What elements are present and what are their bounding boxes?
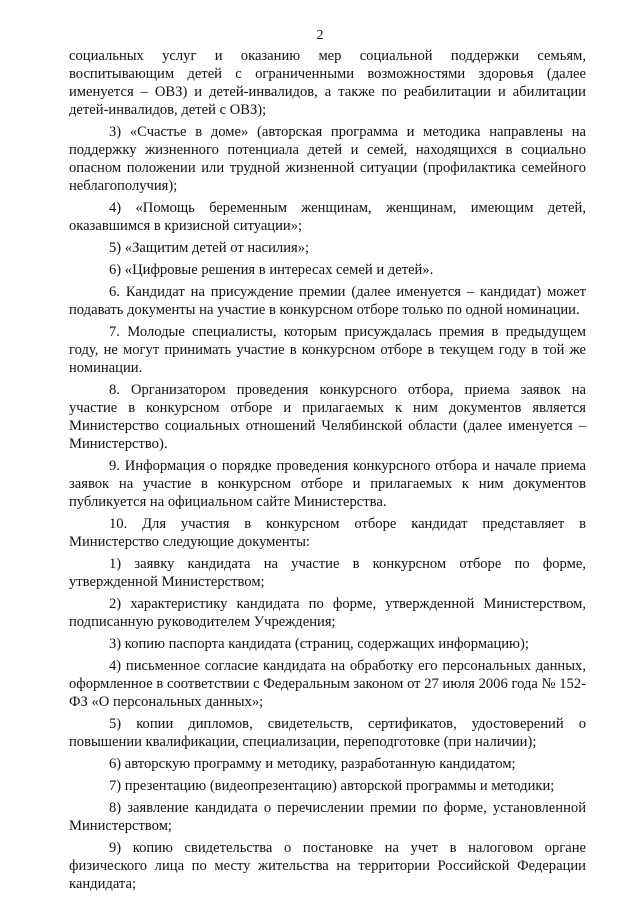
paragraph: 6) «Цифровые решения в интересах семей и детей». <box>109 262 434 278</box>
paragraph: 9) копию свидетельства о постановке на учет в налоговом органе физического лица по месту жительства на территории Российской Федерации кандидата; <box>69 840 586 892</box>
paragraph: 6) авторскую программу и методику, разработанную кандидатом; <box>109 756 516 772</box>
paragraph: 3) копию паспорта кандидата (страниц, содержащих информацию); <box>109 636 529 652</box>
paragraph: 3) «Счастье в доме» (авторская программа и методика направлены на поддержку жизненного потенциала детей и семей, находящихся в социально опасном положении или трудной жизненной ситуации (профилактика семейного неблагополучия); <box>69 124 586 194</box>
paragraph: 7) презентацию (видеопрезентацию) авторской программы и методики; <box>109 778 555 794</box>
paragraph: 10. Для участия в конкурсном отборе кандидат представляет в Министерство следующие документы: <box>69 516 586 550</box>
paragraph: 7. Молодые специалисты, которым присуждалась премия в предыдущем году, не могут принимать участие в конкурсном отборе в текущем году в той же номинации. <box>69 324 586 376</box>
paragraph: 9. Информация о порядке проведения конкурсного отбора и начале приема заявок на участие в конкурсном отборе и прилагаемых к ним документов публикуется на официальном сайте Министерства. <box>69 458 586 510</box>
page-number: 2 <box>316 28 324 43</box>
paragraph: 5) «Защитим детей от насилия»; <box>109 240 310 256</box>
paragraph: 2) характеристику кандидата по форме, утвержденной Министерством, подписанную руководителем Учреждения; <box>69 596 586 630</box>
paragraph: 4) письменное согласие кандидата на обработку его персональных данных, оформленное в соответствии с Федеральным законом от 27 июля 2006 года № 152-ФЗ «О персональных данных»; <box>69 658 586 710</box>
paragraph: 1) заявку кандидата на участие в конкурсном отборе по форме, утвержденной Министерством; <box>69 556 586 590</box>
document-body <box>69 47 586 893</box>
paragraph: 6. Кандидат на присуждение премии (далее именуется – кандидат) может подавать документы на участие в конкурсном отборе только по одной номинации. <box>69 284 586 318</box>
paragraph: 5) копии дипломов, свидетельств, сертификатов, удостоверений о повышении квалификации, специализации, переподготовке (при наличии); <box>69 716 586 750</box>
paragraph: 4) «Помощь беременным женщинам, женщинам, имеющим детей, оказавшимся в кризисной ситуации»; <box>69 200 586 234</box>
paragraph: социальных услуг и оказанию мер социальной поддержки семьям, воспитывающим детей с ограниченными возможностями здоровья (далее именуется – ОВЗ) и детей-инвалидов, а также по реабилитации и абилитации детей-инвалидов, детей с ОВЗ); <box>69 48 586 118</box>
paragraph: 8) заявление кандидата о перечислении премии по форме, установленной Министерством; <box>69 800 586 834</box>
paragraph: 8. Организатором проведения конкурсного отбора, приема заявок на участие в конкурсном отборе и прилагаемых к ним документов является Министерство социальных отношений Челябинской области (далее именуется – Министерство). <box>69 382 586 452</box>
